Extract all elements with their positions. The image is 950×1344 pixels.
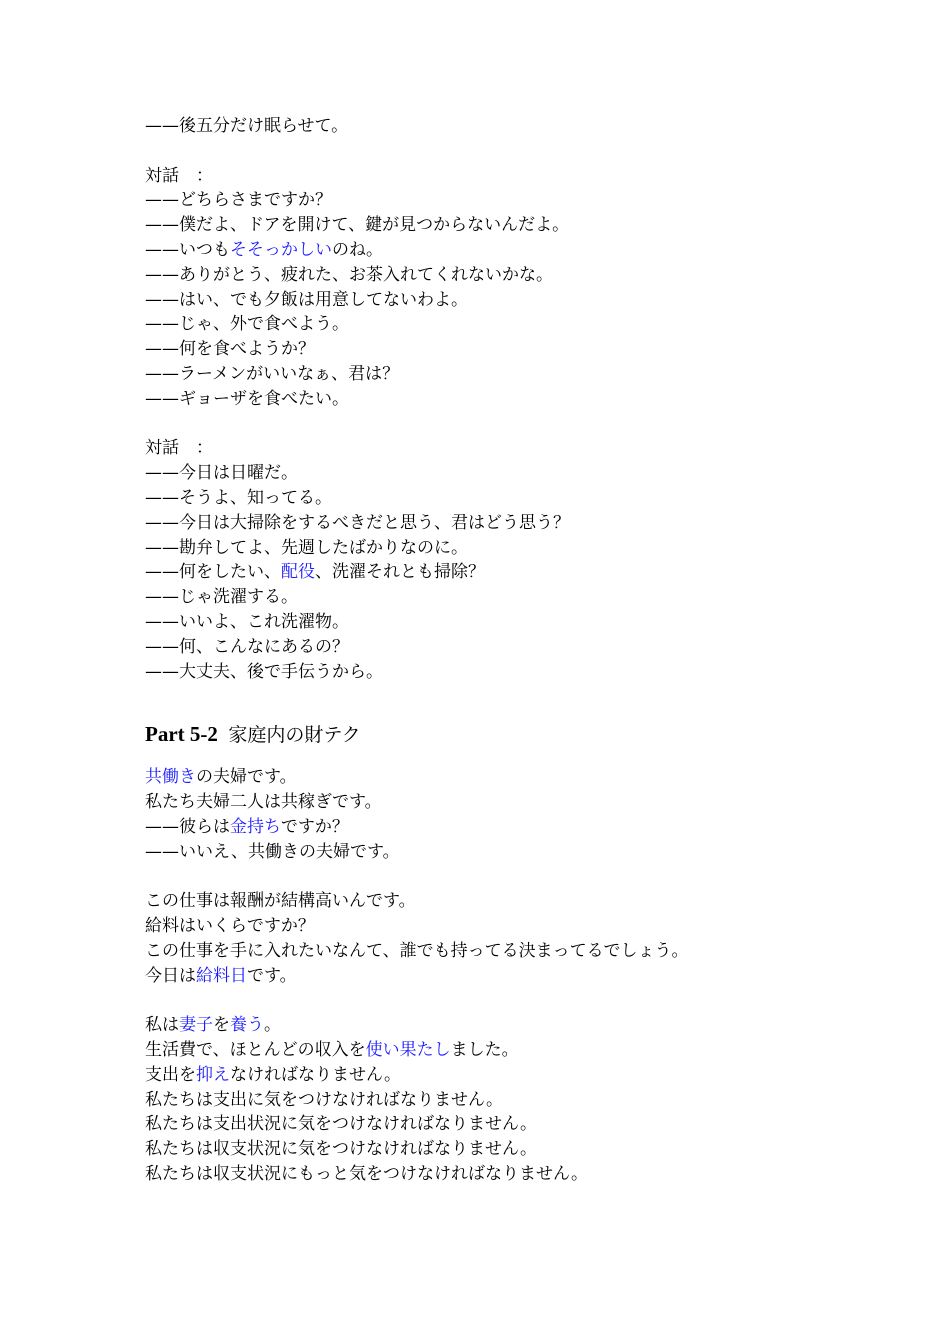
text-segment: ました。 (450, 1040, 519, 1061)
text-line (145, 337, 925, 362)
text-line (145, 288, 925, 313)
text-segment: 、洗濯それとも掃除？ (315, 562, 485, 583)
text-line (145, 238, 925, 263)
text-segment: ——何を食べようか？ (145, 339, 315, 360)
text-line (145, 1162, 925, 1187)
text-line (145, 889, 925, 914)
text-segment: です。 (247, 965, 297, 986)
text-segment: なければなりません。 (230, 1064, 402, 1085)
text-segment: ——勘弁してよ、先週したばかりなのに。 (145, 537, 468, 558)
text-line (145, 114, 925, 139)
text-segment: 対話 ： (145, 438, 213, 459)
section-number: Part 5-2 (145, 722, 218, 747)
text-segment: ——今日は大掃除をするべきだと思う、君はどう思う？ (145, 512, 570, 533)
text-line (145, 840, 925, 865)
vocabulary-highlight: 妻子 (179, 1015, 213, 1036)
text-segment: ですか？ (280, 816, 349, 837)
text-segment: この仕事は報酬が結構高いんです。 (145, 891, 416, 912)
text-segment: のね。 (332, 239, 383, 260)
text-line (145, 635, 925, 660)
vocabulary-highlight: 抑え (196, 1064, 230, 1085)
text-line (145, 263, 925, 288)
vocabulary-highlight: 金持ち (230, 816, 281, 837)
text-segment: ——いつも (145, 239, 230, 260)
text-segment: ——じゃ洗濯する。 (145, 587, 298, 608)
text-segment: ——ギョーザを食べたい。 (145, 388, 349, 409)
heading-spacer (145, 684, 925, 720)
text-segment: ——はい、でも夕飯は用意してないわよ。 (145, 289, 468, 310)
text-line (145, 660, 925, 685)
text-segment: ——今日は日曜だ。 (145, 463, 298, 484)
paragraph-gap (145, 989, 925, 1014)
document-body (145, 114, 925, 1187)
text-segment: 私たちは収支状況に気をつけなければなりません。 (145, 1139, 538, 1160)
text-segment: 私たち夫婦二人は共稼ぎです。 (145, 792, 382, 813)
vocabulary-highlight: 共働き (145, 767, 196, 788)
text-line (145, 560, 925, 585)
text-segment: 生活費で、ほとんどの収入を (145, 1040, 366, 1061)
text-line (145, 188, 925, 213)
text-segment: 私たちは収支状況にもっと気をつけなければなりません。 (145, 1164, 589, 1185)
text-line (145, 213, 925, 238)
text-segment: ——大丈夫、後で手伝うから。 (145, 661, 383, 682)
paragraph-gap (145, 865, 925, 890)
vocabulary-highlight: 使い果たし (365, 1040, 451, 1061)
text-segment: ——いいよ、これ洗濯物。 (145, 611, 349, 632)
text-segment: ——彼らは (145, 816, 230, 837)
vocabulary-highlight: 養う (230, 1015, 264, 1036)
text-line (145, 461, 925, 486)
text-line (145, 914, 925, 939)
text-line (145, 1038, 925, 1063)
text-segment: ——そうよ、知ってる。 (145, 487, 332, 508)
text-segment: ——どちらさまですか？ (145, 190, 332, 211)
text-line (145, 486, 925, 511)
text-segment: 私たちは支出に気をつけなければなりません。 (145, 1089, 504, 1110)
text-segment: 給料はいくらですか？ (145, 916, 315, 937)
text-line (145, 964, 925, 989)
text-line (145, 765, 925, 790)
text-line (145, 939, 925, 964)
text-segment: の夫婦です。 (196, 767, 297, 788)
text-segment: 私たちは支出状況に気をつけなければなりません。 (145, 1114, 538, 1135)
text-segment: ——後五分だけ眠らせて。 (145, 116, 349, 136)
text-line (145, 585, 925, 610)
text-segment: 私は (145, 1015, 179, 1036)
text-segment: ——ラーメンがいいなぁ、君は？ (145, 363, 400, 384)
text-line (145, 1063, 925, 1088)
text-line (145, 436, 925, 461)
text-line (145, 815, 925, 840)
text-line (145, 164, 925, 189)
text-segment: 支出を (145, 1064, 196, 1085)
text-segment: ——何をしたい、 (145, 562, 281, 583)
vocabulary-highlight: そそっかしい (230, 239, 332, 260)
text-segment: を (213, 1015, 230, 1036)
text-line (145, 1088, 925, 1113)
text-line (145, 511, 925, 536)
section-heading (145, 720, 925, 748)
heading-spacer (145, 748, 925, 765)
text-line (145, 610, 925, 635)
text-segment: この仕事を手に入れたいなんて、誰でも持ってる決まってるでしょう。 (145, 940, 689, 961)
text-line (145, 790, 925, 815)
text-segment: ——ありがとう、疲れた、お茶入れてくれないかな。 (145, 264, 553, 285)
paragraph-gap (145, 139, 925, 164)
vocabulary-highlight: 給料日 (196, 965, 247, 986)
text-line (145, 1013, 925, 1038)
text-segment: 対話 ： (145, 165, 213, 186)
vocabulary-highlight: 配役 (281, 562, 315, 583)
text-segment: ——じゃ、外で食べよう。 (145, 314, 349, 335)
text-segment: ——何、こんなにあるの？ (145, 636, 349, 657)
section-title: 家庭内の財テク (228, 724, 361, 747)
text-segment: ——僕だよ、ドアを開けて、鍵が見つからないんだよ。 (145, 215, 570, 236)
text-line (145, 536, 925, 561)
text-line (145, 362, 925, 387)
text-segment: ——いいえ、共働きの夫婦です。 (145, 841, 400, 862)
text-segment: 今日は (145, 965, 196, 986)
text-segment: 。 (264, 1015, 281, 1036)
text-line (145, 387, 925, 412)
text-line (145, 1112, 925, 1137)
text-line (145, 1137, 925, 1162)
text-line (145, 312, 925, 337)
paragraph-gap (145, 412, 925, 437)
